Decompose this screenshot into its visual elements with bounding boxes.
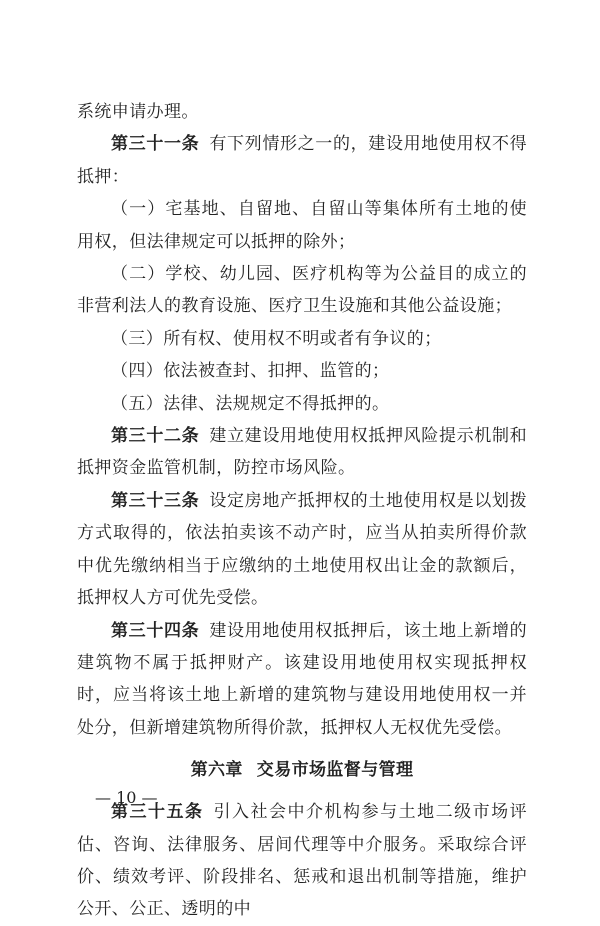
article-32 xyxy=(77,420,527,485)
continued-paragraph: 系统申请办理。 xyxy=(77,102,199,122)
chapter-title: 交易市场监督与管理 xyxy=(256,760,414,781)
article-31 xyxy=(77,128,527,193)
article-text: 建立建设用地使用权抵押风险提示机制和抵押资金监管机制，防控市场风险。 xyxy=(77,426,528,479)
article-number: 第三十五条 xyxy=(111,802,204,823)
article-34 xyxy=(77,615,527,745)
article-text: 设定房地产抵押权的土地使用权是以划拨方式取得的，依法拍卖该不动产时，应当从拍卖所得价款中优先缴纳相当于应缴纳的土地使用权出让金的款额后，抵押权人方可优先受偿。 xyxy=(77,490,528,609)
article-text: 引入社会中介机构参与土地二级市场评估、咨询、法律服务、居间代理等中介服务。采取综合评价、绩效考评、阶段排名、惩戒和退出机制等措施，维护公开、公正、透明的中 xyxy=(77,802,527,920)
article-31-item-4: （四）依法被查封、扣押、监管的； xyxy=(111,361,390,382)
article-31-item-2: （二）学校、幼儿园、医疗机构等为公益目的成立的非营利法人的教育设施、医疗卫生设施和其他公益设施； xyxy=(77,264,527,317)
article-number: 第三十二条 xyxy=(111,426,200,447)
article-35 xyxy=(77,796,527,926)
article-text: 有下列情形之一的，建设用地使用权不得抵押： xyxy=(77,134,528,187)
page-number: — 10 — xyxy=(95,788,158,807)
article-33 xyxy=(77,485,527,615)
chapter-number: 第六章 xyxy=(190,760,243,781)
article-31-item-1: （一）宅基地、自留地、自留山等集体所有土地的使用权，但法律规定可以抵押的除外； xyxy=(77,199,527,252)
article-number: 第三十四条 xyxy=(111,620,200,641)
article-31-item-3: （三）所有权、使用权不明或者有争议的； xyxy=(111,328,442,349)
chapter-heading xyxy=(77,752,527,788)
article-number: 第三十一条 xyxy=(111,134,200,155)
article-text: 建设用地使用权抵押后，该土地上新增的建筑物不属于抵押财产。该建设用地使用权实现抵押权时，应当将该土地上新增的建筑物与建设用地使用权一并处分，但新增建筑物所得价款，抵押权人无权优先受偿。 xyxy=(77,620,528,738)
article-31-item-5: （五）法律、法规规定不得抵押的。 xyxy=(111,393,390,414)
article-number: 第三十三条 xyxy=(111,490,200,511)
